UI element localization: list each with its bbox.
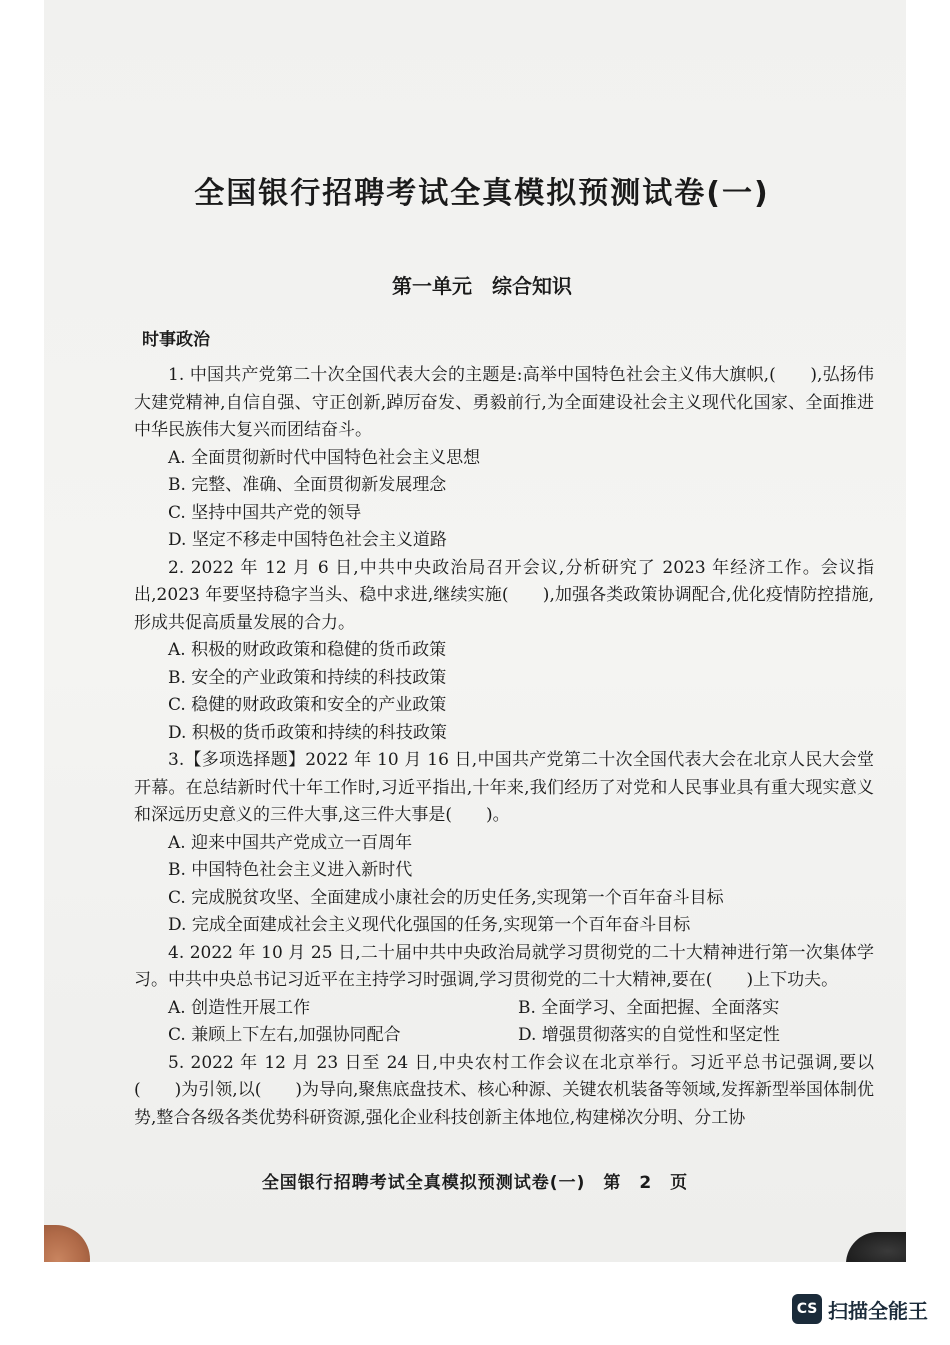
question-2: 2. 2022 年 12 月 6 日,中共中央政治局召开会议,分析研究了 2023 年经济工作。会议指出,2023 年要坚持稳字当头、稳中求进,继续实施( ),加强各类政策协调配合,优化疫情防控措施,形成共促高质量发展的合力。 bbox=[134, 557, 874, 633]
q4-option-c: C. 兼顾上下左右,加强协同配合 bbox=[168, 1025, 401, 1045]
question-5: 5. 2022 年 12 月 23 日至 24 日,中央农村工作会议在北京举行。习近平总书记强调,要以( )为引领,以( )为导向,聚焦底盘技术、核心种源、关键农机装备等领域,发挥新型举国体制优势,整合各级各类优势科研资源,强化企业科技创新主体地位,构建梯次分明、分工协 bbox=[134, 1052, 874, 1128]
q2-option-b: B. 安全的产业政策和持续的科技政策 bbox=[168, 667, 447, 688]
page-title: 全国银行招聘考试全真模拟预测试卷(一) bbox=[194, 176, 770, 211]
page-footer: 全国银行招聘考试全真模拟预测试卷(一) 第 2 页 bbox=[261, 1173, 689, 1193]
question-1: 1. 中国共产党第二十次全国代表大会的主题是:高举中国特色社会主义伟大旗帜,( ),弘扬伟大建党精神,自信自强、守正创新,踔厉奋发、勇毅前行,为全面建设社会主义现代化国家、全面推进中华民族伟大复兴而团结奋斗。 bbox=[134, 365, 874, 440]
finger-right bbox=[846, 1232, 906, 1262]
finger-left bbox=[44, 1225, 90, 1262]
page-content bbox=[90, 168, 874, 1132]
q3-option-d: D. 完成全面建成社会主义现代化强国的任务,实现第一个百年奋斗目标 bbox=[168, 915, 691, 935]
question-3: 3.【多项选择题】2022 年 10 月 16 日,中国共产党第二十次全国代表大会在北京人民大会堂开幕。在总结新时代十年工作时,习近平指出,十年来,我们经历了对党和人民事业具有重大现实意义和深远历史意义的三件大事,这三件大事是( )。 bbox=[134, 750, 874, 825]
q2-option-d: D. 积极的货币政策和持续的科技政策 bbox=[168, 722, 447, 743]
scanner-watermark bbox=[792, 1294, 928, 1324]
q4-option-b: B. 全面学习、全面把握、全面落实 bbox=[518, 997, 780, 1018]
q1-option-d: D. 坚定不移走中国特色社会主义道路 bbox=[168, 530, 447, 550]
scanner-app-name: 扫描全能王 bbox=[828, 1298, 928, 1323]
section-heading: 时事政治 bbox=[142, 330, 210, 350]
q4-option-a: A. 创造性开展工作 bbox=[168, 997, 311, 1018]
q3-option-c: C. 完成脱贫攻坚、全面建成小康社会的历史任务,实现第一个百年奋斗目标 bbox=[168, 887, 724, 908]
q4-options-row-2 bbox=[90, 1022, 874, 1050]
question-4: 4. 2022 年 10 月 25 日,二十届中共中央政治局就学习贯彻党的二十大精神进行第一次集体学习。中共中央总书记习近平在主持学习时强调,学习贯彻党的二十大精神,要在( )上下功夫。 bbox=[134, 942, 874, 990]
q3-option-b: B. 中国特色社会主义进入新时代 bbox=[168, 860, 413, 880]
camscanner-logo-icon: CS bbox=[792, 1294, 822, 1324]
q4-options-row-1 bbox=[90, 995, 874, 1023]
q4-option-d: D. 增强贯彻落实的自觉性和坚定性 bbox=[518, 1025, 780, 1045]
q3-option-a: A. 迎来中国共产党成立一百周年 bbox=[168, 832, 413, 853]
q1-option-c: C. 坚持中国共产党的领导 bbox=[168, 502, 362, 523]
q1-option-b: B. 完整、准确、全面贯彻新发展理念 bbox=[168, 475, 447, 495]
q2-option-c: C. 稳健的财政政策和安全的产业政策 bbox=[168, 695, 447, 715]
q1-option-a: A. 全面贯彻新时代中国特色社会主义思想 bbox=[168, 447, 481, 468]
unit-title: 第一单元 综合知识 bbox=[392, 274, 572, 298]
q2-option-a: A. 积极的财政政策和稳健的货币政策 bbox=[168, 640, 447, 660]
